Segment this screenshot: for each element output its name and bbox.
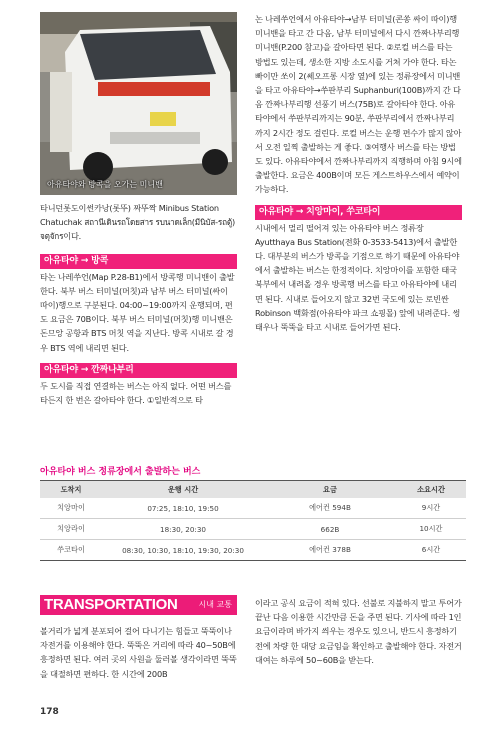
right-column bbox=[255, 12, 462, 334]
section-body-bangkok: 타논 나레쑤언(Map P.28-B1)에서 방콕행 미니밴이 출발한다. 북부 버스 터미널(머칫)과 남부 버스 터미널(싸이 따이)행으로 구분된다. 04:00~19:00까지 운행되며, 편도 요금은 70B이다. 북부 버스 터미널(머칫)행 미니밴은 돈므앙 공항과 BTS 머칫 역을 지난다. 방콕 시내로 갈 경우 BTS 역에 내리면 된다. bbox=[40, 271, 235, 353]
intro-paragraph: 타니던롯도이썬카낭(롯뚜) 짜뚜짝 Minibus Station Chatuchak สถานีเดินรถโดยสาร รบนาดเล็ก(มีนิบัส-รถตู้) จตุจักร이다. bbox=[40, 203, 235, 242]
photo-caption: 아유타야와 방콕을 오가는 미니밴 bbox=[47, 180, 163, 189]
header-destination: 도착지 bbox=[60, 484, 82, 494]
section-heading-kanchanaburi: 아유타야 → 깐짜나부리 bbox=[40, 363, 237, 378]
transportation-left-text bbox=[40, 624, 237, 681]
table-row bbox=[40, 519, 466, 540]
kanchanaburi-continued: 논 나레쑤언에서 아유타야→남부 터미널(콘쏭 싸이 따이)행 미니밴을 타고 간 다음, 남부 터미널에서 다시 깐짜나부리행 미니밴(P.200 참고)을 갈아타면 된다. ②로컬 버스를 타는 방법도 있는데, 생소한 지방 소도시를 거쳐 가야 한다. 타논 빠이만 쏘이 2(쎄오프롱 시장 옆)에 있는 정류장에서 미니밴을 타고 아유타야→쑤판부리 Suphanburi(100B)까지 간 다음 깐짜나부리행 선풍기 버스(75B)로 갈아타야 한다. 아유타야에서 쑤판부리까지는 90분, 쑤판부리에서 깐짜나부리까지 2시간 정도 걸린다. 로컬 버스는 운행 편수가 많지 않아서 오전 일찍 출발하는 게 좋다. ③여행사 버스를 타는 방법도 있다. 아유타야에서 깐짜나부리까지 직행하며 아침 9시에 출발한다. 요금은 400B이며 모든 게스트하우스에서 예약이 가능하다. bbox=[255, 14, 462, 195]
minivan-photo bbox=[40, 12, 237, 195]
cell-destination: 쑤코타이 bbox=[40, 540, 102, 561]
left-column bbox=[40, 201, 237, 407]
cell-duration: 6시간 bbox=[396, 540, 466, 561]
section-heading-bangkok: 아유타야 → 방콕 bbox=[40, 254, 237, 269]
section-body-kanchanaburi: 두 도시를 직접 연결하는 버스는 아직 없다. 어떤 버스를 타든지 한 번은 갈아타야 한다. ①일반적으로 타 bbox=[40, 380, 232, 406]
section-heading-chiangmai: 아유타야 → 치앙마이, 쑤코타이 bbox=[255, 205, 462, 220]
cell-duration: 10시간 bbox=[396, 519, 466, 540]
transportation-paragraph-right: 이라고 공식 요금이 적혀 있다. 선불로 지불하지 말고 투어가 끝난 다음 이용한 시간만큼 돈을 주면 된다. 기사에 따라 1인 요금이라며 바가지 씌우는 경우도 있으니, 반드시 흥정하기 전에 차량 한 대당 요금임을 확인하고 출발해야 한다. 자전거 대여는 하루에 50~60B을 받는다. bbox=[255, 598, 462, 665]
transportation-subtitle: 시내 교통 bbox=[198, 600, 232, 609]
page-number: 178 bbox=[40, 707, 59, 717]
table-row bbox=[40, 540, 466, 561]
header-fare: 요금 bbox=[323, 484, 337, 494]
cell-destination: 치앙마이 bbox=[40, 498, 102, 519]
minivan-illustration bbox=[40, 12, 237, 195]
section-body-chiangmai: 시내에서 멀리 떨어져 있는 아유타야 버스 정류장 Ayutthaya Bus Station(전화 0-3533-5413)에서 출발한다. 대부분의 버스가 방콕을 기점으로 하기 때문에 아유타야에서 출발하는 버스는 한정적이다. 치앙마이를 포함한 태국 북부에서 내려올 경우 방콕행 버스를 타고 아유타야에 내리면 된다. 시내로 들어오지 않고 32번 국도에 있는 로빈싼 Robinson 백화점(아유타야 파크 쇼핑몰) 앞에 내려준다. 썽태우나 뚝뚝을 타고 시내로 들어가면 된다. bbox=[255, 222, 461, 333]
cell-destination: 치앙라이 bbox=[40, 519, 102, 540]
table-header-row bbox=[40, 481, 466, 499]
transportation-title: TRANSPORTATION bbox=[44, 596, 178, 613]
bus-schedule-table bbox=[40, 480, 466, 561]
cell-time: 08:30, 10:30, 18:10, 19:30, 20:30 bbox=[102, 540, 264, 561]
cell-time: 07:25, 18:10, 19:50 bbox=[102, 498, 264, 519]
bus-table-title: 아유타야 버스 정류장에서 출발하는 버스 bbox=[40, 467, 201, 477]
header-time: 운행 시간 bbox=[167, 484, 199, 494]
cell-fare: 에어컨 378B bbox=[264, 540, 396, 561]
cell-fare: 에어컨 594B bbox=[264, 498, 396, 519]
header-duration: 소요시간 bbox=[417, 484, 445, 494]
table-row bbox=[40, 498, 466, 519]
transportation-banner bbox=[40, 595, 237, 615]
cell-fare: 662B bbox=[264, 519, 396, 540]
transportation-paragraph-left: 볼거리가 넓게 분포되어 걸어 다니기는 힘들고 뚝뚝이나 자전거를 이용해야 한다. 뚝뚝은 거리에 따라 40~50B에 흥정하면 된다. 여러 곳의 사원을 둘러볼 생각이라면 뚝뚝을 대절하면 편하다. 한 시간에 200B bbox=[40, 626, 237, 679]
cell-duration: 9시간 bbox=[396, 498, 466, 519]
transportation-right-text bbox=[255, 596, 462, 667]
cell-time: 18:30, 20:30 bbox=[102, 519, 264, 540]
